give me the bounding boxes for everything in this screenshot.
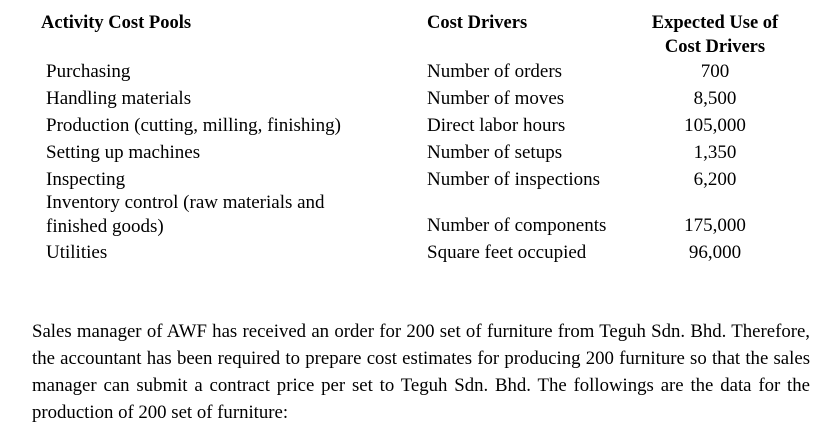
row-pool: Production (cutting, milling, finishing) [46,115,342,136]
row-driver: Number of setups [427,142,563,163]
row-pool: Purchasing [46,61,131,82]
row-pool: Handling materials [46,88,192,109]
row-usage: 6,200 [693,169,737,190]
header-expected-use-line2: Cost Drivers [664,37,766,57]
row-usage: 96,000 [688,242,742,263]
row-driver: Number of orders [427,61,563,82]
row-usage: 8,500 [693,88,737,109]
row-pool: Inventory control (raw materials and finished goods) [46,192,325,237]
row-driver: Square feet occupied [427,242,587,263]
row-pool: Utilities [46,242,108,263]
row-driver: Direct labor hours [427,115,566,136]
body-paragraph: Sales manager of AWF has received an order for 200 set of furniture from Teguh Sdn. Bhd. Therefore, the accountant has been required to prepare cost estimates for producing 200 furniture so that the sales manager can submit a contract price per set to Teguh Sdn. Bhd. The followings are the data for the production of 200 set of furniture: [32,321,810,423]
header-expected-use-line1: Expected Use of [651,13,779,33]
row-usage: 1,350 [693,142,737,163]
row-driver: Number of inspections [427,169,601,190]
row-pool: Inspecting [46,169,126,190]
header-expected-use [640,11,790,59]
header-cost-drivers: Cost Drivers [427,13,528,33]
row-driver: Number of components [427,215,607,236]
row-pool: Setting up machines [46,142,201,163]
row-usage: 105,000 [684,115,746,136]
row-driver: Number of moves [427,88,565,109]
header-activity-cost-pools: Activity Cost Pools [41,13,192,33]
row-usage: 175,000 [684,215,746,236]
row-usage: 700 [700,61,730,82]
